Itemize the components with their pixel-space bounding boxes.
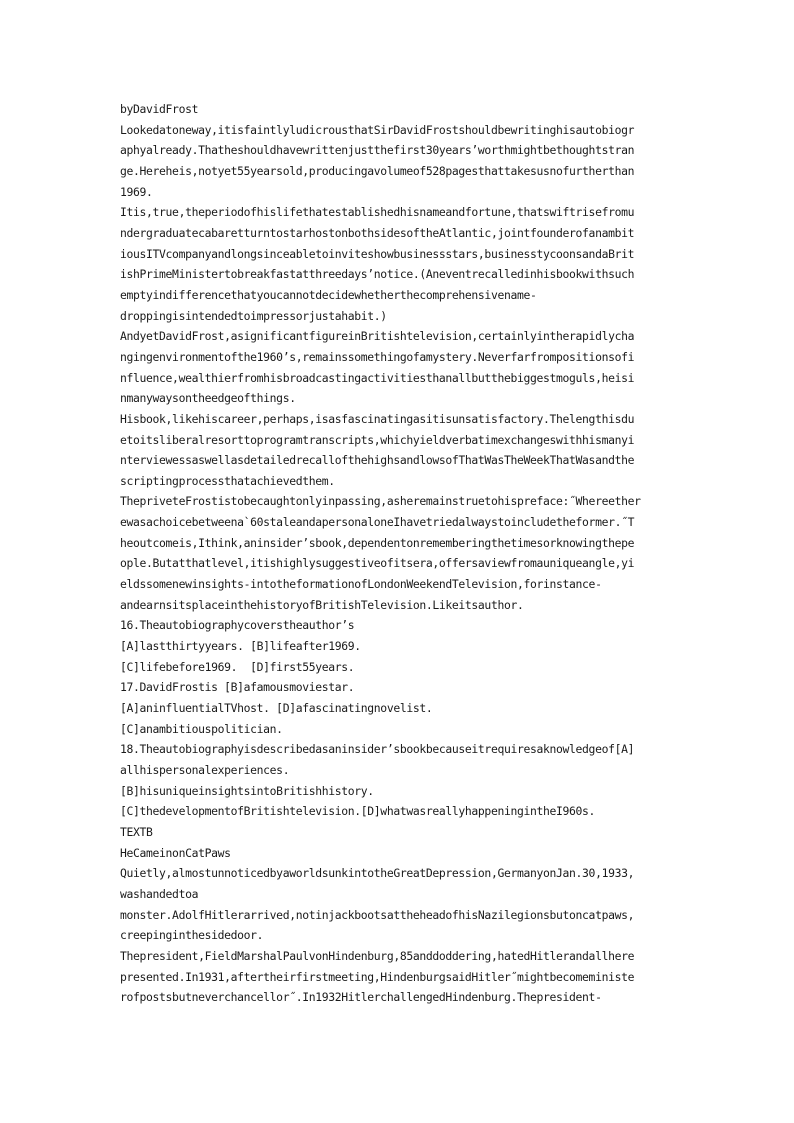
text-line: rofpostsbutneverchancellor˝.In1932HitlerchallengedHindenburg.Thepresident-: [120, 990, 602, 1005]
text-line: washandedtoa: [120, 886, 199, 901]
text-line: nfluence,wealthierfromhisbroadcastingactivitiesthanallbutthebiggestmoguls,heisi: [120, 370, 635, 385]
text-line: ngingenvironmentofthe1960’s,remainssomethingofamystery.Neverfarfrompositionsofi: [120, 349, 635, 364]
question-18: 18.Theautobiographyisdescribedasaninsider’sbookbecauseitrequiresaknowledgeof[A]: [120, 742, 635, 757]
question-18-options-c-d: [C]thedevelopmentofBritishtelevision.[D]whatwasreallyhappeningintheI960s.: [120, 804, 596, 819]
question-16: 16.Theautobiographycoverstheauthor’s: [120, 618, 355, 633]
text-line: AndyetDavidFrost,asignificantfigureinBritishtelevision,certainlyintherapidlycha: [120, 329, 635, 344]
text-line: etoitsliberalresorttoprogramtranscripts,whichyieldverbatimexchangeswithhismanyi: [120, 432, 635, 447]
text-line: ThepriveteFrostistobecaughtonlyinpassing,asheremainstruetohispreface:˝Whereether: [120, 494, 641, 509]
text-line: monster.AdolfHitlerarrived,notinjackbootsattheheadofhisNazilegionsbutoncatpaws,: [120, 907, 635, 922]
text-line: nterviewessaswellasdetailedrecallofthehighsandlowsofThatWasTheWeekThatWasandthe: [120, 453, 635, 468]
text-line: scriptingprocessthatachievedthem.: [120, 473, 335, 488]
text-line: Thepresident,FieldMarshalPaulvonHindenburg,85anddoddering,hatedHitlerandallhere: [120, 948, 635, 963]
text-line: nmanywaysontheedgeofthings.: [120, 391, 296, 406]
question-18-option-b: [B]hisuniqueinsightsintoBritishhistory.: [120, 783, 374, 798]
text-line: ndergraduatecabaretturntostarhostonbothsidesoftheAtlantic,jointfounderofanambit: [120, 225, 635, 240]
document-body: [120, 99, 680, 1008]
question-16-options-c-d: [C]lifebefore1969. [D]first55years.: [120, 659, 355, 674]
text-line: Lookedatoneway,itisfaintlyludicrousthatSirDavidFrostshouldbewritinghisautobiogr: [120, 122, 635, 137]
text-line: emptyindifferencethatyoucannotdecidewhetherthecomprehensivename-: [120, 287, 537, 302]
text-line: presented.In1931,aftertheirfirstmeeting,HindenburgsaidHitler˝mightbecomeministe: [120, 969, 635, 984]
text-line: eldssomenewinsights-intotheformationofLondonWeekendTelevision,forinstance-: [120, 577, 602, 592]
text-line: ewasachoicebetweena`60staleandapersonaloneIhavetriedalwaystoincludetheformer.˝T: [120, 515, 635, 530]
text-line: ople.Butatthatlevel,itishighlysuggestiveofitsera,offersaviewfromauniqueangle,yi: [120, 556, 635, 571]
article-title: HeCameinonCatPaws: [120, 845, 231, 860]
text-line: ishPrimeMinistertobreakfastatthreedays’notice.(Aneventrecalledinhisbookwithsuch: [120, 267, 635, 282]
text-line: 1969.: [120, 184, 153, 199]
question-17-options-a-d: [A]aninfluentialTVhost. [D]afascinatingnovelist.: [120, 701, 433, 716]
text-line: ge.Hereheis,notyet55yearsold,producingavolumeof528pagesthattakesusnofurtherthan: [120, 163, 635, 178]
question-17-option-c: [C]anambitiouspolitician.: [120, 721, 283, 736]
text-line: creepinginthesidedoor.: [120, 928, 264, 943]
text-line: Itis,true,theperiodofhislifethatestablishedhisnameandfortune,thatswiftrisefromu: [120, 205, 635, 220]
question-16-options-a-b: [A]lastthirtyyears. [B]lifeafter1969.: [120, 639, 361, 654]
text-line: droppingisintendedtoimpressorjustahabit.): [120, 308, 387, 323]
question-17: 17.DavidFrostis [B]afamousmoviestar.: [120, 680, 355, 695]
question-18-option-a: allhispersonalexperiences.: [120, 763, 290, 777]
text-line: aphyalready.Thatheshouldhavewrittenjustthefirst30years’worthmightbethoughtstran: [120, 143, 635, 158]
text-line: heoutcomeis,Ithink,aninsider’sbook,dependentonrememberingthetimesorknowingthepe: [120, 535, 635, 550]
text-line: Quietly,almostunnoticedbyaworldsunkintotheGreatDepression,GermanyonJan.30,1933,: [120, 866, 635, 881]
text-line: Hisbook,likehiscareer,perhaps,isasfascinatingasitisunsatisfactory.Thelengthisdu: [120, 411, 635, 426]
section-heading: TEXTB: [120, 824, 153, 839]
text-line: byDavidFrost: [120, 102, 199, 116]
text-line: iousITVcompanyandlongsinceabletoinviteshowbusinessstars,businesstycoonsandaBrit: [120, 246, 635, 261]
text-line: andearnsitsplaceinthehistoryofBritishTelevision.Likeitsauthor.: [120, 597, 524, 612]
